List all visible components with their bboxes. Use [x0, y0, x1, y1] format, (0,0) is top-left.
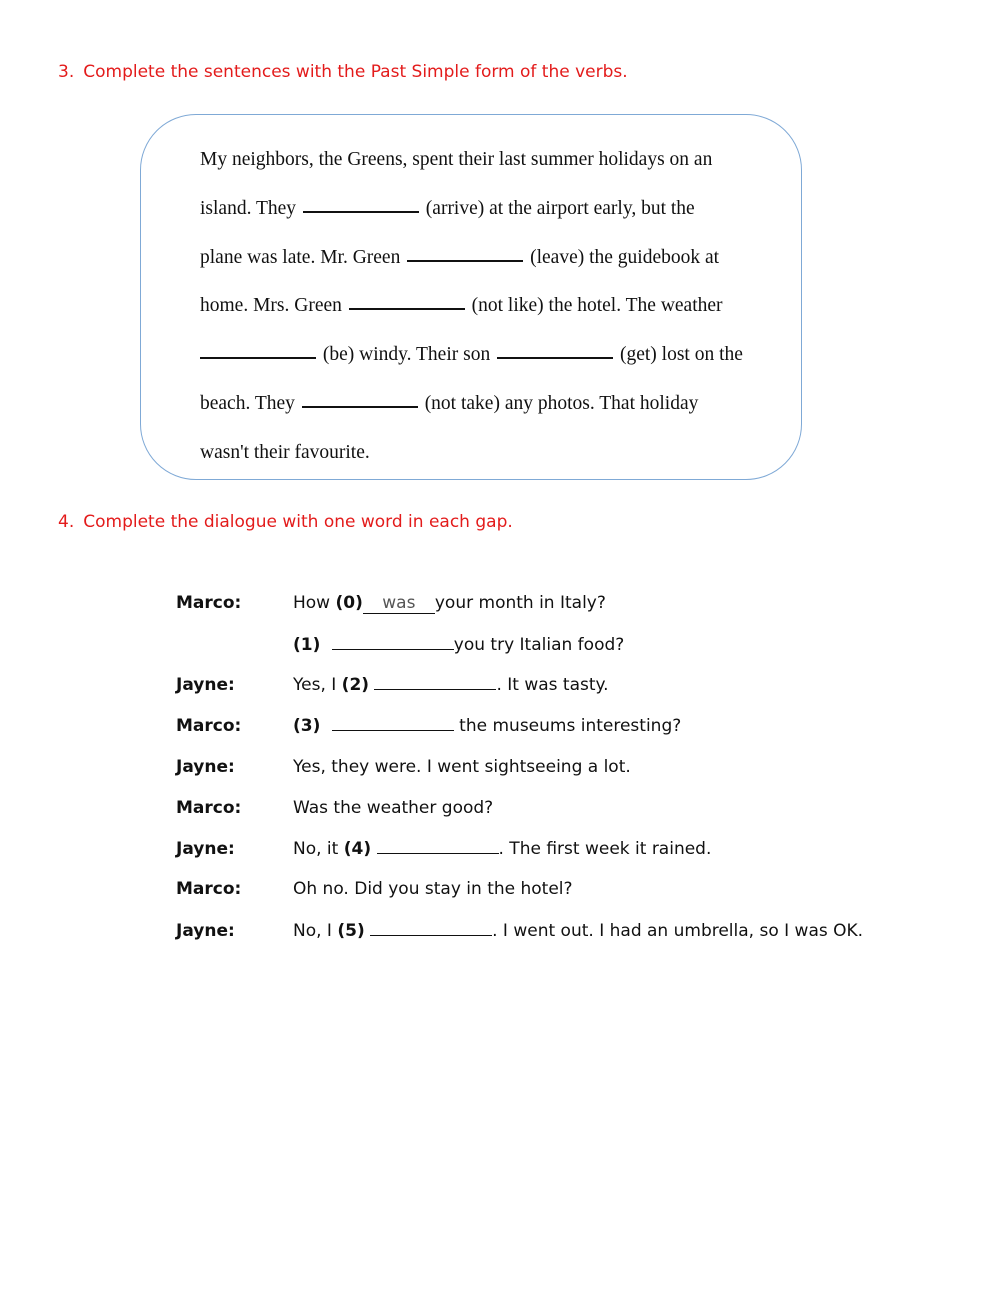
dialogue-gap-5[interactable]	[370, 921, 492, 936]
utterance: No, it (4) . The first week it rained.	[293, 839, 712, 859]
gap-marker-3: (3)	[293, 716, 321, 736]
speaker-marco: Marco:	[176, 716, 242, 736]
dialogue-gap-1[interactable]	[332, 635, 454, 650]
utterance: How (0) was your month in Italy?	[293, 593, 606, 613]
story-line-5: (be) windy. Their son (get) lost on the	[200, 331, 790, 380]
dialogue-row-7	[0, 879, 1000, 903]
exercise-4-heading	[58, 512, 513, 532]
speaker-marco: Marco:	[176, 593, 242, 613]
dialogue-row-6	[0, 839, 1000, 863]
utterance: (3) the museums interesting?	[293, 716, 682, 736]
utterance: Oh no. Did you stay in the hotel?	[293, 879, 573, 899]
verb-gap-2[interactable]	[407, 259, 523, 262]
gap-marker-5: (5)	[337, 921, 365, 941]
dialogue-row-4	[0, 757, 1000, 781]
dialogue-row-5	[0, 798, 1000, 822]
story-line-6: beach. They (not take) any photos. That holiday	[200, 392, 699, 414]
verb-gap-5[interactable]	[497, 356, 613, 359]
speaker-marco: Marco:	[176, 879, 242, 899]
gap-marker-4: (4)	[343, 839, 372, 859]
dialogue-gap-3[interactable]	[332, 716, 454, 731]
speaker-jayne: Jayne:	[176, 839, 235, 859]
exercise-3-heading	[58, 62, 628, 82]
dialogue-row-8	[0, 921, 1000, 945]
utterance: Yes, I (2) . It was tasty.	[293, 675, 609, 695]
speaker-jayne: Jayne:	[176, 675, 235, 695]
dialogue-row-0	[0, 593, 1000, 617]
exercise-4-number: 4.	[58, 512, 75, 532]
example-answer: was	[363, 593, 435, 614]
verb-gap-4[interactable]	[200, 356, 316, 359]
story-text	[200, 136, 790, 478]
dialogue-row-1	[0, 635, 1000, 659]
utterance: Was the weather good?	[293, 798, 494, 818]
gap-marker-1: (1)	[293, 635, 321, 655]
verb-gap-3[interactable]	[349, 307, 465, 310]
speaker-jayne: Jayne:	[176, 921, 235, 941]
dialogue-row-3	[0, 716, 1000, 740]
utterance: No, I (5) . I went out. I had an umbrella, so I was OK.	[293, 921, 864, 941]
gap-marker-2: (2)	[341, 675, 370, 695]
dialogue-gap-2[interactable]	[374, 675, 496, 690]
exercise-3-number: 3.	[58, 62, 75, 82]
story-line-2: island. They (arrive) at the airport early, but the	[200, 197, 695, 219]
story-line-1: My neighbors, the Greens, spent their last summer holidays on an	[200, 149, 713, 170]
utterance: (1) you try Italian food?	[293, 635, 625, 655]
gap-marker-0: (0)	[335, 593, 363, 613]
speaker-jayne: Jayne:	[176, 757, 235, 777]
verb-gap-1[interactable]	[303, 210, 419, 213]
story-line-7: wasn't their favourite.	[200, 441, 370, 463]
dialogue-gap-4[interactable]	[377, 839, 499, 854]
story-line-4: home. Mrs. Green (not like) the hotel. The weather	[200, 295, 723, 317]
exercise-4-instruction: Complete the dialogue with one word in each gap.	[83, 512, 513, 532]
speaker-marco: Marco:	[176, 798, 242, 818]
dialogue-row-2	[0, 675, 1000, 699]
exercise-3-instruction: Complete the sentences with the Past Simple form of the verbs.	[83, 62, 628, 82]
verb-gap-6[interactable]	[302, 405, 418, 408]
utterance: Yes, they were. I went sightseeing a lot.	[293, 757, 631, 777]
story-line-3: plane was late. Mr. Green (leave) the guidebook at	[200, 246, 720, 268]
